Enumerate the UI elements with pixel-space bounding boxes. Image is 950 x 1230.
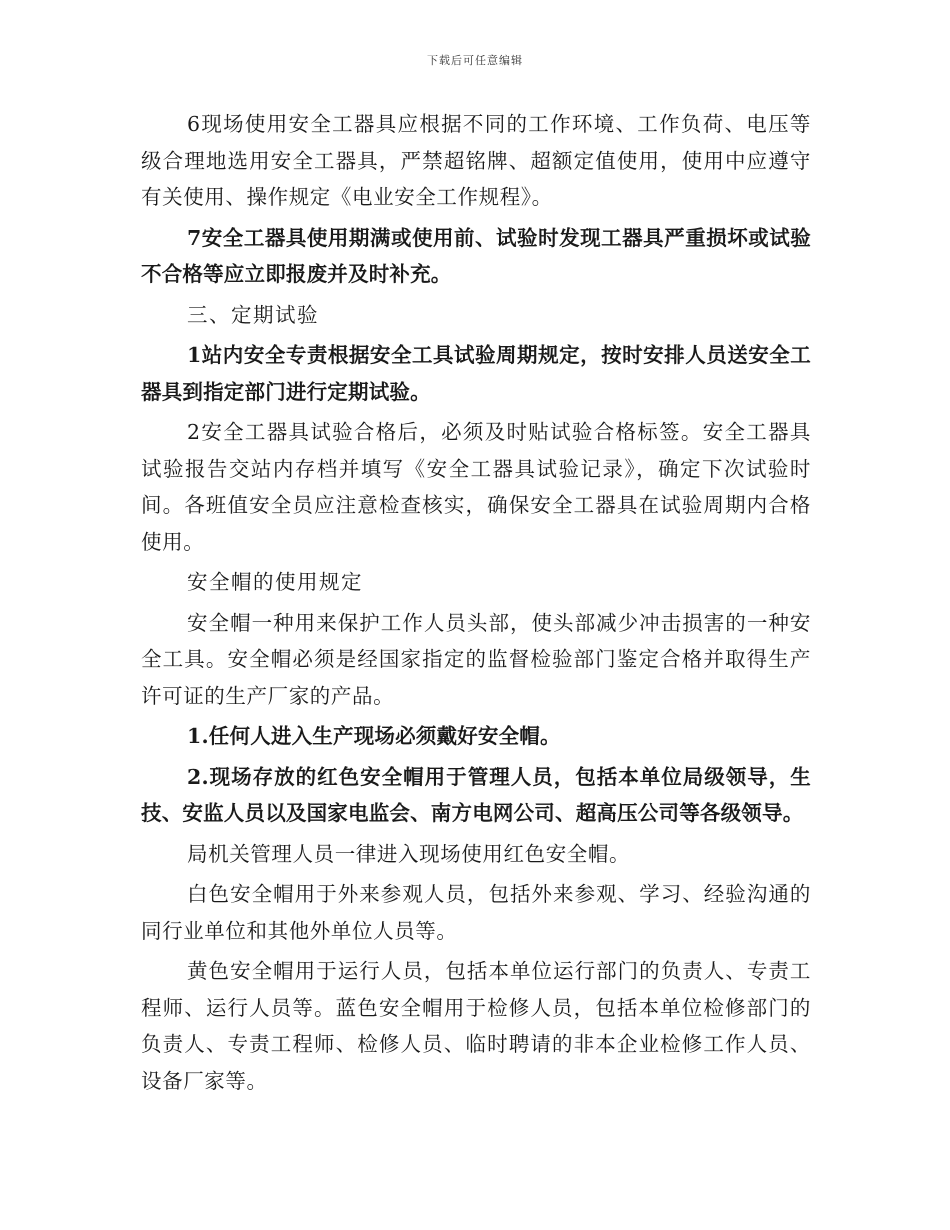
- paragraph-helmet-rule-2: 2.现场存放的红色安全帽用于管理人员，包括本单位局级领导，生技、安监人员以及国家电监会、南方电网公司、超高压公司等各级领导。: [141, 764, 811, 825]
- section-heading-helmet-rules: 安全帽的使用规定: [187, 570, 363, 594]
- paragraph-red-helmet: 局机关管理人员一律进入现场使用红色安全帽。: [187, 841, 631, 866]
- paragraph-7-scrap-replace: 7安全工器具使用期满或使用前、试验时发现工器具严重损坏或试验不合格等应立即报废并及时补充。: [141, 225, 811, 286]
- paragraph-6-tool-selection: 6现场使用安全工器具应根据不同的工作环境、工作负荷、电压等级合理地选用安全工器具，严禁超铭牌、超额定值使用，使用中应遵守有关使用、操作规定《电业安全工作规程》。: [141, 112, 811, 209]
- paragraph-white-helmet: 白色安全帽用于外来参观人员，包括外来参观、学习、经验沟通的同行业单位和其他外单位人员等。: [141, 882, 811, 943]
- paragraph-test-1: 1站内安全专责根据安全工具试验周期规定，按时安排人员送安全工器具到指定部门进行定期试验。: [141, 343, 811, 404]
- paragraph-helmet-definition: 安全帽一种用来保护工作人员头部，使头部减少冲击损害的一种安全工具。安全帽必须是经国家指定的监督检验部门鉴定合格并取得生产许可证的生产厂家的产品。: [141, 610, 811, 708]
- page-header: 下载后可任意编辑: [427, 54, 523, 67]
- paragraph-yellow-blue-helmet: 黄色安全帽用于运行人员，包括本单位运行部门的负责人、专责工程师、运行人员等。蓝色安全帽用于检修人员，包括本单位检修部门的负责人、专责工程师、检修人员、临时聘请的非本企业检修工作人员、设备厂家等。: [141, 959, 811, 1093]
- paragraph-helmet-rule-1: 1.任何人进入生产现场必须戴好安全帽。: [187, 724, 561, 748]
- document-body: [141, 106, 811, 1103]
- paragraph-test-2: 2安全工器具试验合格后，必须及时贴试验合格标签。安全工器具试验报告交站内存档并填写《安全工器具试验记录》，确定下次试验时间。各班值安全员应注意检查核实，确保安全工器具在试验周期内合格使用。: [141, 420, 811, 554]
- section-heading-periodic-test: 三、定期试验: [187, 302, 319, 327]
